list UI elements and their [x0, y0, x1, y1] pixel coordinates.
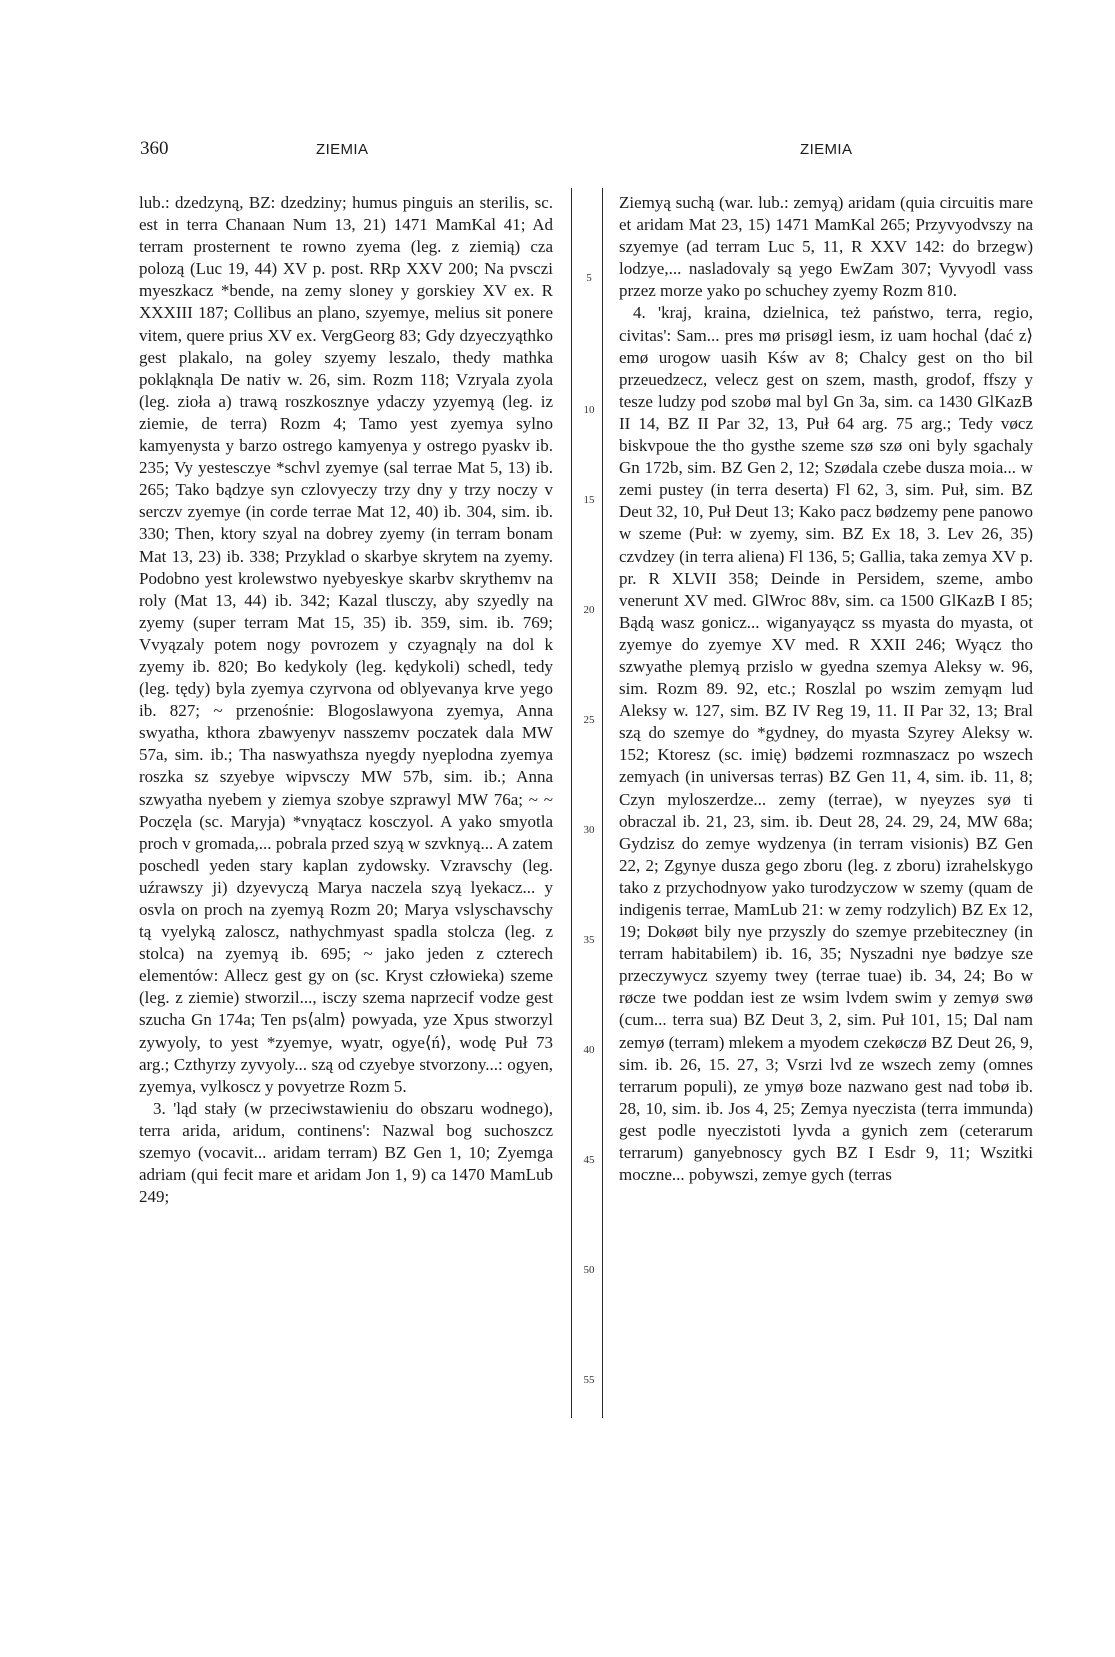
- left-paragraph-1: lub.: dzedzyną, BZ: dzedziny; humus pinguis an sterilis, sc. est in terra Chanaan Num 13, 21) 1471 MamKal 41; Ad terram prosternent te rowno zyema (leg. z ziemią) cza polozą (Luc 19, 44) XV p. post. RRp XXV 200; Na pvsczi myeszkacz *bende, na zemy sloney y gorskiey XV ex. R XXXIII 187; Collibus an plano, szyemye, melius sit ponere vitem, quere prius XV ex. VergGeorg 83; Gdy dzyeczyąthko gest plakalo, na goley szyemy leszalo, thedy mathka pokląknąla De nativ w. 26, sim. Rozm 118; Vzryala zyola (leg. zioła a) trawą roszkosznye ydaczy yzyemyą (leg. iz ziemie, de terra) Rozm 4; Tamo yest zyemya sylno kamyenysta y barzo ostrego kamyenya y ostrego pyaskv ib. 235; Vy yestesczye *schvl zyemye (sal terrae Mat 5, 13) ib. 265; Tako bądzye syn czlovyeczy trzy dny y trzy noczy v serczv zyemye (in corde terrae Mat 12, 40) ib. 304, sim. ib. 330; Then, ktory szyal na dobrey zyemy (in terram bonam Mat 13, 23) ib. 338; Przyklad o skarbye skrytem na zyemy. Podobno yest krolewstwo nyebyeskye skarbv skrythemv na roly (Mat 13, 44) ib. 342; Kazal tlusczy, aby szyedly na zyemy (super terram Mat 15, 35) ib. 359, sim. ib. 769; Vvyązaly potem nogy povrozem y czyagnąly na dol k zyemy ib. 820; Bo kedykoly (leg. kędykoli) schedl, tedy (leg. tędy) byla zyemya czyrvona od oblyevanya krve yego ib. 827; ~ przenośnie: Blogoslawyona zyemya, Anna swyatha, kthora zbawyenyv nasszemv poczatek dala MW 57a, sim. ib.; Tha naswyathsza nyegdy nyeplodna zyemya roszka sz szyebye wipvsczy MW 57b, sim. ib.; Anna szwyatha nyebem y ziemya szobye szprawyl MW 76a; ~ ~ Poczęla (sc. Maryja) *vnyątacz kosczyol. A yako smyotla proch v gromada,... pobrala przed szyą w szvknyą... A zatem poschedl yeden stary kaplan zydowsky. Vzravschy (leg. uźrawszy ji) dzyevyczą Marya naczela szyą lyekacz... y osvla on proch na zyemyą Rozm 20; Marya vslyschavschy tą vyelyką zaloscz, nathychmyast spadla stolcza (leg. z stolca) na zyemyą ib. 695; ~ jako jeden z czterech elementów: Allecz gest gy on (sc. Kryst człowieka) szeme (leg. z ziemie) stworzil..., isczy szema naprzecif vodze gest szucha Gn 174a; Ten ps⟨alm⟩ powyada, yze Xpus stworzyl zywyoly, to yest *zyemye, wyatr, ogye⟨ń⟩, wodę Puł 73 arg.; Czthyrzy zyvyoly... szą od czyebye stvorzony...: ogyen, zyemya, vylkoscz y povyetrze Rozm 5.: [139, 193, 553, 1096]
- right-column: [619, 192, 1033, 1186]
- line-number-50: 50: [583, 1264, 595, 1276]
- page-number: 360: [140, 138, 169, 159]
- line-number-40: 40: [583, 1044, 595, 1056]
- running-head-right: ZIEMIA: [800, 141, 853, 158]
- line-number-45: 45: [583, 1154, 595, 1166]
- left-column: [139, 192, 553, 1208]
- line-number-55: 55: [583, 1374, 595, 1386]
- line-number-5: 5: [586, 272, 592, 284]
- line-number-20: 20: [583, 604, 595, 616]
- running-head-left: ZIEMIA: [316, 141, 369, 158]
- column-rule-right: [602, 188, 603, 1418]
- column-rule-left: [571, 188, 572, 1418]
- left-paragraph-2: 3. 'ląd stały (w przeciwstawieniu do obszaru wodnego), terra arida, aridum, continens': Nazwal bog suchoszcz szemyo (vocavit... aridam terram) BZ Gen 1, 10; Zyemga adriam (qui fecit mare et aridam Jon 1, 9) ca 1470 MamLub 249;: [139, 1098, 553, 1207]
- line-number-15: 15: [583, 494, 595, 506]
- line-number-30: 30: [583, 824, 595, 836]
- line-number-35: 35: [583, 934, 595, 946]
- right-paragraph-2: 4. 'kraj, kraina, dzielnica, też państwo, terra, regio, civitas': Sam... pres mø prisøgl iesm, iz uam hochal ⟨dać z⟩emø urogow uasih Kśw av 8; Chalcy gest on tho bil przeuedzecz, velecz gest on szem, masth, grodof, ffszy y tesze ludzy pod szobø mal byl Gn 3a, sim. ca 1430 GlKazB II 14, BZ II Par 32, 13, Puł 64 arg. 75 arg.; Tedy vøcz biskvpoue the tho gysthe szeme szø szø oni byly sgachaly Gn 172b, sim. BZ Gen 2, 12; Szødala czebe dusza moia... w zemi pustey (in terra deserta) Fl 62, 3, sim. Puł, sim. BZ Deut 32, 10, Puł Deut 13; Kako pacz bødzemy pene panowo w szeme (Puł: w zyemy, sim. BZ Ex 18, 3. Lev 26, 35) czvdzey (in terra aliena) Fl 136, 5; Gallia, taka zemya XV p. pr. R XLVII 358; Deinde in Persidem, szeme, ambo venerunt XV med. GlWroc 88v, sim. ca 1500 GlKazB I 85; Bądą wasz gonicz... wiganyayącz ss myasta do myasta, ot zyemye do zyemye XV med. R XXII 246; Wyącz tho szwyathe plemyą przislo w gyedna szemya Aleksy w. 96, sim. Rozm 89. 92, etc.; Roszlal po wszim zemyąm lud Aleksy w. 127, sim. BZ IV Reg 19, 11. II Par 32, 13; Bral szą do szemye do *gydney, do myasta Szyrey Aleksy w. 152; Ktoresz (sc. imię) bødzemi rozmnaszacz po wszech zemyach (in universas terras) BZ Gen 11, 4, sim. ib. 11, 8; Czyn myloszerdze... zemy (terrae), w nyeyzes syø ti obraczal ib. 21, 23, sim. ib. Deut 28, 24. 29, 24, MW 68a; Gydzisz do zemye wydzenya (in terram visionis) BZ Gen 22, 2; Zgynye dusza gego zboru (leg. z zboru) izrahelskygo tako z przychodnyow yako turodzyczow w szemy (quam de indigenis terrae, MamLub 21: w zemy rodzylich) BZ Ex 12, 19; Dokøøt bily nye przyszly do szemye przebiteczney (in terram habitabilem) ib. 16, 35; Nyszadni nye bødzye sze przeczywycz szyemy twey (terrae tuae) ib. 34, 24; Bo w røcze twe poddan iest ze wsim lvdem swim y zemyø swø (cum... terra sua) BZ Deut 3, 2, sim. Puł 101, 15; Dal nam zemyø (terram) mlekem a myodem czekøczø BZ Deut 26, 9, sim. ib. 26, 15. 27, 3; Vsrzi lvd ze wszech zemy (omnes terrarum populi), ze ymyø boze nazwano gest nad tobø ib. 28, 10, sim. ib. Jos 4, 25; Zemya nyeczista (terra immunda) gest podle nyeczistoti lyvda a gynich zem (ceterarum terrarum) ganyebnoscy gych BZ I Esdr 9, 11; Wszitki moczne... pobywszi, zemye gych (terras: [619, 303, 1033, 1185]
- right-paragraph-1: Ziemyą suchą (war. lub.: zemyą) aridam (quia circuitis mare et aridam Mat 23, 15) 1471 MamKal 265; Przyvyodvszy na szyemye (ad terram Luc 5, 11, R XXV 142: do brzegw) lodzye,... nasladovaly są yego EwZam 307; Vyvyodl vass przez morze yako po schuchey zyemy Rozm 810.: [619, 193, 1033, 301]
- line-number-25: 25: [583, 714, 595, 726]
- line-number-10: 10: [583, 404, 595, 416]
